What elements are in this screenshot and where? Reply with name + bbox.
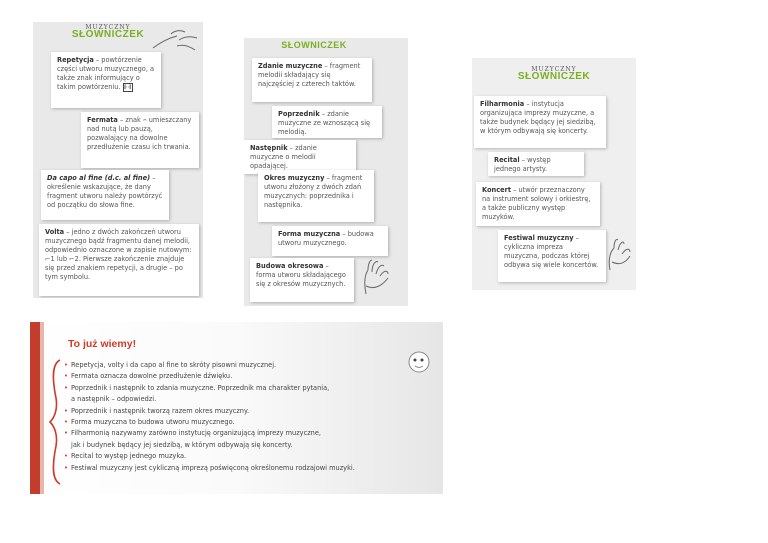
term: Recital <box>494 156 520 164</box>
glossary-card-filharmonia <box>474 96 606 148</box>
term: Festiwal muzyczny <box>504 234 574 242</box>
glossary-header <box>472 66 636 82</box>
summary-box <box>30 322 443 494</box>
decorative-red-bar <box>30 322 40 494</box>
glossary-card-poprzednik <box>272 106 382 138</box>
glossary-card-nastepnik <box>244 140 356 174</box>
glossary-card-volta <box>39 224 199 296</box>
glossary-card-okres <box>258 170 374 222</box>
hand-doodle-icon <box>360 256 394 296</box>
list-item: • Fermata oznacza dowolne przedłużenie dźwięku. <box>64 372 233 381</box>
glossary-card-recital <box>488 152 584 176</box>
list-item-continuation: a następnik – odpowiedzi. <box>71 395 157 404</box>
definition: – fragment melodii składający się najczęściej z czterech taktów. <box>258 62 361 88</box>
definition: – zdanie muzyczne ze wznoszącą się melodią. <box>278 110 371 136</box>
list-item: • Repetycja, volty i da capo al fine to skróty pisowni muzycznej. <box>64 361 277 369</box>
header-title: SŁOWNICZEK <box>281 40 347 50</box>
definition: – jedno z dwóch zakończeń utworu muzycznego bądź fragmentu danej melodii, odpowiednio oznaczone w zapisie nutowym: ⌐1 lub ⌐2. Pierwsze zakończenie znajduje się przed znakiem repetycji, a drugie – po tym symbolu. <box>45 228 192 281</box>
list-item-continuation: jak i budynek będący jej siedzibą, w którym odbywają się koncerty. <box>71 440 293 449</box>
term: Budowa okresowa <box>256 262 324 270</box>
bracket-doodle-icon <box>48 358 62 486</box>
term: Poprzednik <box>278 110 320 118</box>
list-item: • Poprzednik i następnik to zdania muzyczne. Poprzednik ma charakter pytania, <box>64 383 330 392</box>
repeat-sign-icon: 𝄆𝄇 <box>124 84 131 91</box>
definition: – utwór przeznaczony na instrument solowy i orkiestrę, a także publiczny występ muzyków. <box>482 186 591 221</box>
term: Okres muzyczny <box>264 174 325 182</box>
hand-doodle-icon <box>606 236 634 276</box>
header-subtitle: MUZYCZNY <box>531 66 577 73</box>
list-item: • Filharmonią nazywamy zarówno instytucję organizującą imprezy muzyczne, <box>64 429 321 438</box>
term: Koncert <box>482 186 512 194</box>
definition: – forma utworu składającego się z okresów muzycznych. <box>256 262 346 288</box>
glossary-card-zdanie <box>252 58 372 102</box>
definition: – określenie wskazujące, że dany fragment utworu należy powtórzyć od początku do słowa fine. <box>47 174 163 209</box>
glossary-card-repetycja <box>51 52 161 108</box>
term: Fermata <box>87 116 118 124</box>
header-subtitle: MUZYCZNY <box>85 24 131 31</box>
definition: – zdanie muzyczne o melodii opadającej. <box>250 144 317 170</box>
glossary-card-koncert <box>476 182 600 226</box>
term: Da capo al fine (d.c. al fine) <box>47 174 151 182</box>
term: Volta <box>45 228 65 236</box>
term: Repetycja <box>57 56 94 64</box>
definition: – znak 𝄐 umieszczany nad nutą lub pauzą, pozwalający na dowolne przedłużenie czasu ich trwania. <box>87 116 192 151</box>
hand-doodle-icon <box>151 28 199 54</box>
glossary-panel-2 <box>244 38 408 306</box>
term: Zdanie muzyczne <box>258 62 323 70</box>
definition: – instytucja organizująca imprezy muzyczne, a także budynek będący jej siedzibą, w którym odbywają się koncerty. <box>480 100 596 135</box>
list-item: • Festiwal muzyczny jest cykliczną imprezą poświęconą określonemu rodzajowi muzyki. <box>64 463 355 472</box>
list-item: • Recital to występ jednego muzyka. <box>64 452 187 461</box>
glossary-card-fermata <box>81 112 199 168</box>
term: Następnik <box>250 144 288 152</box>
sheep-doodle-icon <box>404 348 434 378</box>
term: Forma muzyczna <box>278 230 341 238</box>
glossary-card-festiwal <box>498 230 606 282</box>
summary-list <box>64 360 355 474</box>
list-item: • Forma muzyczna to budowa utworu muzycznego. <box>64 418 235 427</box>
glossary-header <box>244 40 396 50</box>
decorative-pink-bar <box>40 322 44 494</box>
summary-title: To już wiemy! <box>68 338 137 350</box>
glossary-card-da-capo <box>41 170 169 220</box>
definition: – cykliczna impreza muzyczna, podczas której odbywa się wiele koncertów. <box>504 234 599 269</box>
glossary-panel-1 <box>33 22 203 298</box>
glossary-panel-3 <box>472 58 636 290</box>
header-title: SŁOWNICZEK <box>71 29 145 40</box>
glossary-card-budowa <box>250 258 354 302</box>
definition: – fragment utworu złożony z dwóch zdań muzycznych: poprzednika i następnika. <box>264 174 363 209</box>
glossary-card-forma <box>272 226 388 256</box>
term: Filharmonia <box>480 100 525 108</box>
header-title: SŁOWNICZEK <box>517 71 591 82</box>
definition: – budowa utworu muzycznego. <box>278 230 374 247</box>
definition: – powtórzenie części utworu muzycznego, a także znak informujący o takim powtórzeniu. <box>57 56 155 91</box>
definition: – występ jednego artysty. <box>494 156 551 173</box>
list-item: • Poprzednik i następnik tworzą razem okres muzyczny. <box>64 406 250 415</box>
